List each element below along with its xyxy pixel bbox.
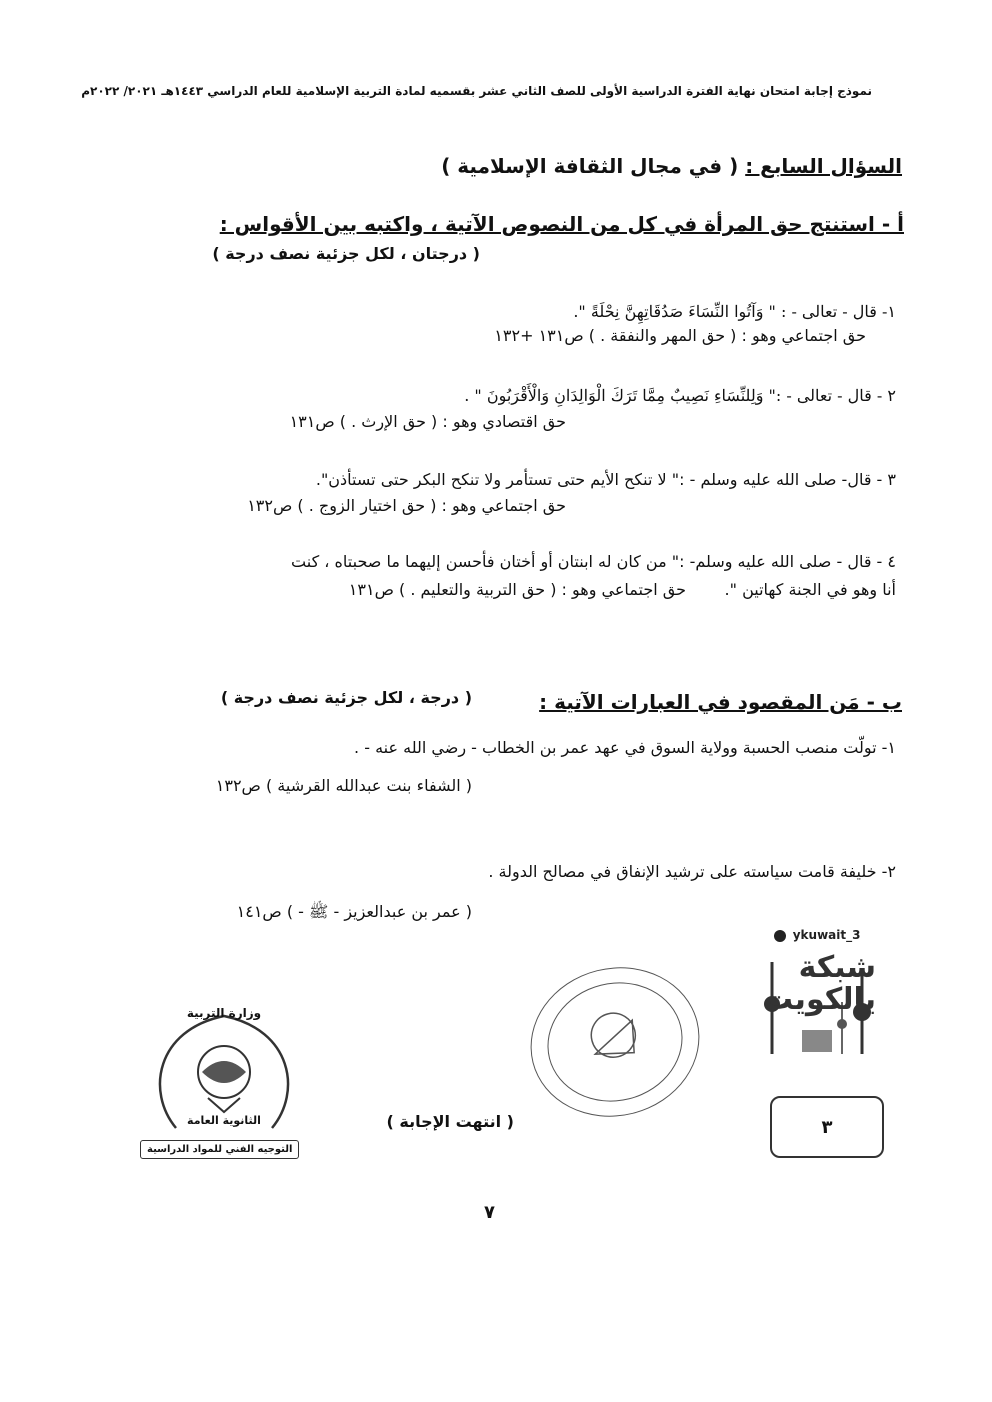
part-a-item-4-answer: حق اجتماعي وهو : ( حق التربية والتعليم . ) ص١٣١	[348, 580, 686, 599]
part-a-item-2-text: ٢ - قال - تعالى - :" وَلِلنِّسَاءِ نَصِيبٌ مِمَّا تَرَكَ الْوَالِدَانِ وَالْأَقْرَبُونَ " .	[464, 386, 896, 405]
score-box: ٣	[770, 1096, 884, 1158]
part-b-marks: ( درجة ، لكل جزئية نصف درجة )	[220, 688, 472, 707]
part-a-item-3-text: ٣ - قال- صلى الله عليه وسلم - :" لا تنكح الأيم حتى تستأمر ولا تنكح البكر حتى تستأذن".	[315, 470, 896, 489]
page-number: ٧	[484, 1202, 495, 1223]
part-b-item-2-text: ٢- خليفة قامت سياسته على ترشيد الإنفاق في مصالح الدولة .	[488, 862, 896, 881]
part-b-item-1-text: ١- تولّت منصب الحسبة وولاية السوق في عهد عمر بن الخطاب - رضي الله عنه - .	[354, 738, 896, 757]
ministry-logo	[136, 1002, 312, 1166]
part-a-item-3-answer: حق اجتماعي وهو : ( حق اختيار الزوج . ) ص١٣٢	[247, 496, 566, 515]
end-of-answers: ( انتهت الإجابة )	[386, 1112, 514, 1131]
part-a-item-1-text: ١- قال - تعالى - : " وَآتُوا النِّسَاءَ صَدُقَاتِهِنَّ نِحْلَةً ".	[573, 302, 896, 321]
brand-handle: ykuwait_3	[752, 928, 882, 942]
committee-stamp	[515, 950, 716, 1135]
part-b-item-1-answer: ( الشفاء بنت عبدالله القرشية ) ص١٣٢	[215, 776, 472, 795]
logo-caption: التوجيه الفني للمواد الدراسية	[140, 1140, 299, 1159]
brand-logo	[752, 928, 882, 1062]
document-header: نموذج إجابة امتحان نهاية الفترة الدراسية الأولى للصف الثاني عشر بقسميه لمادة التربية الإسلامية للعام الدراسي ١٤٤٣هـ ٢٠٢١/ ٢٠٢٢م	[81, 84, 872, 98]
part-a-item-1-answer: حق اجتماعي وهو : ( حق المهر والنفقة . ) ص١٣١ +١٣٢	[494, 326, 866, 345]
part-a-marks: ( درجتان ، لكل جزئية نصف درجة )	[212, 244, 480, 263]
part-a-item-4-text: ٤ - قال - صلى الله عليه وسلم- :" من كان له ابنتان أو أختان فأحسن إليهما ما صحبتاه ، كنت	[291, 552, 896, 571]
part-b-title: ب - مَن المقصود في العبارات الآتية :	[539, 690, 902, 714]
logo-school-name: الثانوية العامة	[187, 1114, 261, 1127]
question-label: السؤال السابع :	[745, 154, 902, 178]
brand-name: شبكة يالكويت	[762, 950, 876, 1017]
part-a-item-2-answer: حق اقتصادي وهو : ( حق الإرث . ) ص١٣١	[289, 412, 566, 431]
question-topic: ( في مجال الثقافة الإسلامية )	[441, 154, 739, 178]
logo-ministry-name: وزارة التربية	[186, 1006, 262, 1020]
telegram-icon	[774, 930, 786, 942]
part-a-title: أ - استنتج حق المرأة في كل من النصوص الآتية ، واكتبه بين الأقواس :	[219, 212, 904, 236]
part-b-item-2-answer: ( عمر بن عبدالعزيز - ﷺ - ) ص١٤١	[236, 902, 472, 921]
part-a-item-4-text2: أنا وهو في الجنة كهاتين ".	[724, 580, 896, 599]
question-title	[441, 154, 902, 178]
